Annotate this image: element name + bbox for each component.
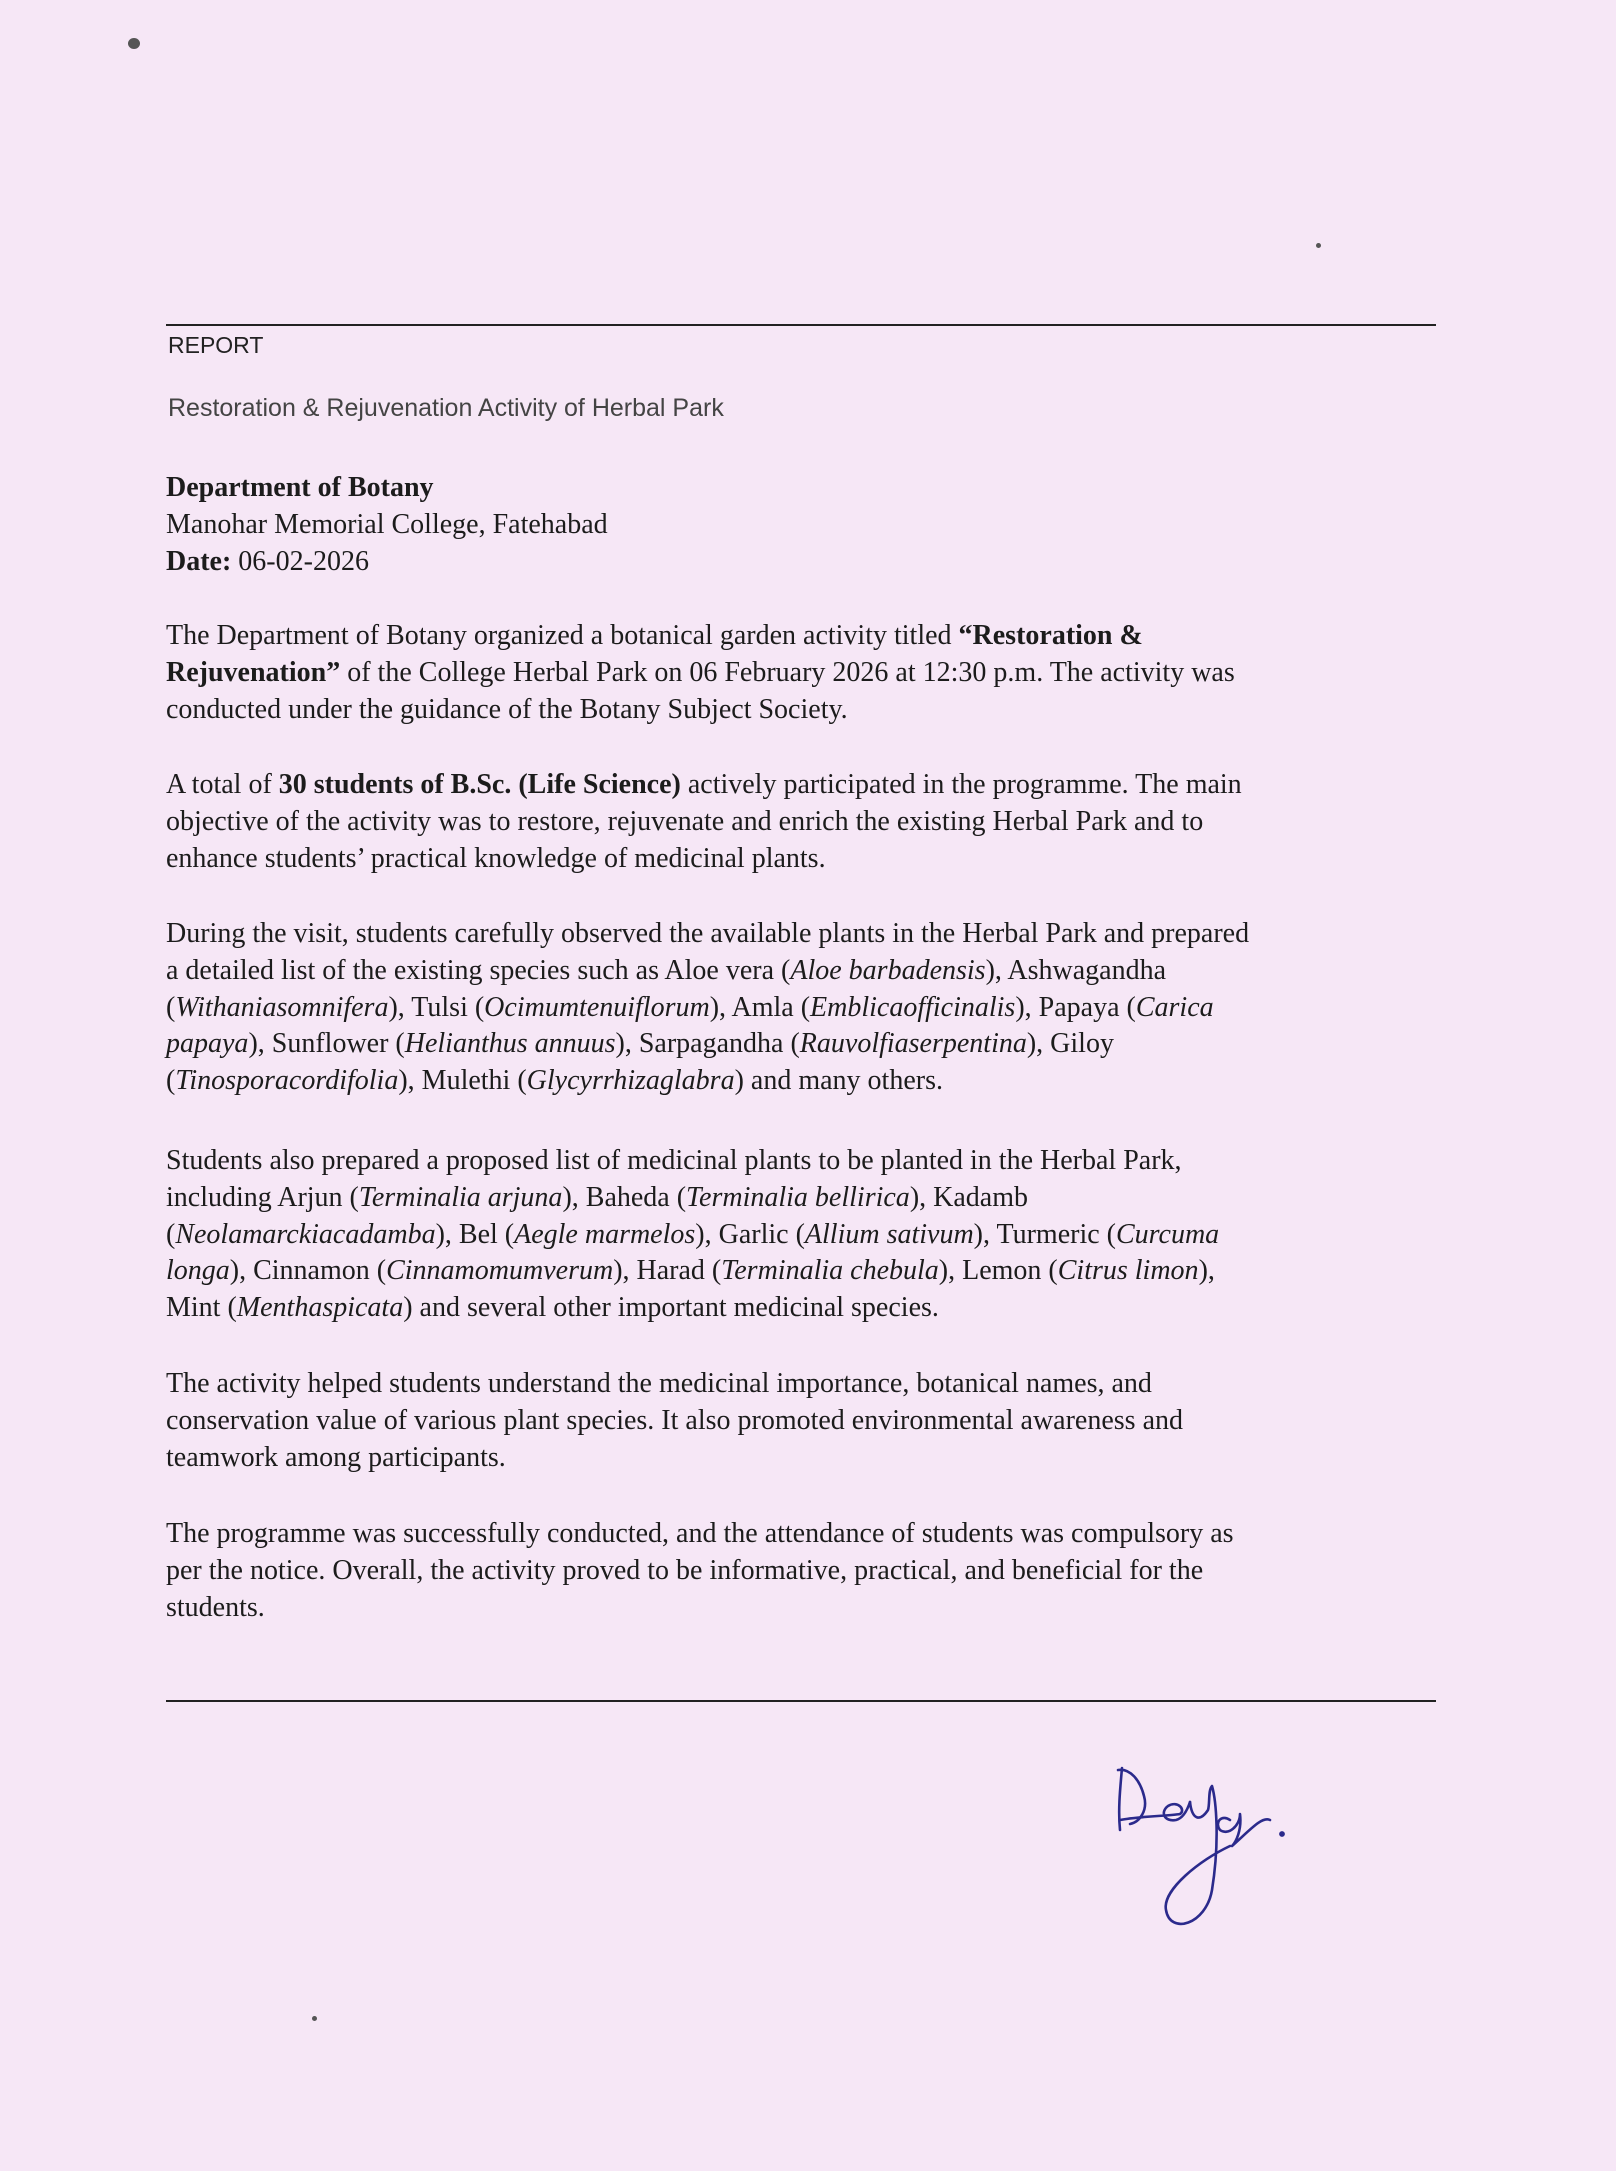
text-run: ), Kadamb: [909, 1181, 1028, 1213]
botanical-name: Neolamarckiacadamba: [175, 1218, 436, 1250]
text-run: The Department of Botany organized a botanical garden activity titled: [166, 620, 959, 651]
department-name: Department of Botany: [166, 472, 434, 503]
text-run: ) and many others.: [734, 1065, 943, 1097]
botanical-name: Terminalia chebula: [721, 1255, 939, 1287]
paragraph-5: [166, 1366, 1183, 1476]
text-line: [166, 1590, 1234, 1627]
text-run: ), Cinnamon (: [229, 1255, 387, 1287]
botanical-name: Menthaspicata: [236, 1292, 404, 1324]
text-run: actively participated in the programme. The main: [680, 769, 1242, 800]
text-line: [166, 1026, 1249, 1063]
text-run: ), Turmeric (: [973, 1218, 1116, 1250]
bottom-rule: [166, 1700, 1436, 1702]
botanical-name: Allium sativum: [804, 1218, 974, 1250]
paragraph-3: [166, 916, 1249, 1100]
text-run: A total of: [166, 769, 279, 800]
text-line: [166, 618, 1235, 655]
text-run: ), Amla (: [709, 991, 811, 1023]
text-line: [166, 841, 1242, 878]
text-line: [166, 1180, 1219, 1217]
botanical-name: papaya: [166, 1028, 249, 1060]
botanical-name: longa: [166, 1255, 230, 1287]
text-run: enhance students’ practical knowledge of medicinal plants.: [166, 842, 826, 874]
text-line: [166, 990, 1249, 1027]
text-run: ), Mulethi (: [398, 1065, 527, 1097]
text-run: ), Sarpagandha (: [615, 1028, 800, 1060]
text-run: (: [166, 1218, 176, 1250]
paper-speck: [1316, 243, 1321, 248]
paragraph-4: [166, 1143, 1219, 1327]
text-line: [166, 1516, 1234, 1553]
text-run: per the notice. Overall, the activity proved to be informative, practical, and beneficial for the: [166, 1554, 1204, 1586]
paragraph-2: [166, 767, 1242, 877]
botanical-name: Helianthus annuus: [404, 1028, 616, 1060]
text-line: [166, 1217, 1219, 1254]
text-run: ), Bel (: [435, 1218, 515, 1250]
paragraph-6: [166, 1516, 1234, 1626]
text-run: conservation value of various plant species. It also promoted environmental awareness and: [166, 1404, 1184, 1436]
text-line: [166, 692, 1235, 729]
botanical-name: Ocimumtenuiflorum: [484, 991, 710, 1023]
text-run: (: [166, 991, 176, 1023]
text-line: [166, 1553, 1234, 1590]
botanical-name: Tinosporacordifolia: [175, 1065, 399, 1097]
botanical-name: Withaniasomnifera: [175, 991, 389, 1023]
text-run: students.: [166, 1591, 265, 1623]
text-run: objective of the activity was to restore, rejuvenate and enrich the existing Herbal Park and to: [166, 805, 1204, 837]
botanical-name: Glycyrrhizaglabra: [526, 1065, 735, 1097]
date-label: Date:: [166, 545, 232, 577]
text-run: ) and several other important medicinal species.: [403, 1292, 939, 1324]
text-line: [166, 1403, 1183, 1440]
text-run: The programme was successfully conducted, and the attendance of students was compulsory as: [166, 1518, 1234, 1549]
text-line: [166, 1290, 1219, 1327]
paper-speck: [128, 38, 140, 49]
college-name: Manohar Memorial College, Fatehabad: [166, 508, 608, 540]
botanical-name: Emblicaofficinalis: [810, 991, 1016, 1023]
top-rule: [166, 324, 1436, 326]
text-line: [166, 804, 1242, 841]
botanical-name: Citrus limon: [1057, 1255, 1199, 1287]
date-value: 06-02-2026: [231, 545, 369, 577]
text-run: The activity helped students understand the medicinal importance, botanical names, and: [166, 1368, 1152, 1399]
text-line: [166, 1366, 1183, 1403]
text-run: ), Baheda (: [562, 1181, 687, 1213]
text-run: a detailed list of the existing species such as Aloe vera (: [166, 954, 791, 986]
botanical-name: Aegle marmelos: [514, 1218, 696, 1250]
paper-speck: [312, 2016, 317, 2021]
bold-text: 30 students of B.Sc. (Life Science): [278, 769, 681, 800]
text-run: teamwork among participants.: [166, 1441, 506, 1473]
text-line: [166, 655, 1235, 692]
botanical-name: Terminalia arjuna: [358, 1181, 563, 1213]
botanical-name: Cinnamomumverum: [386, 1255, 614, 1287]
report-title: Restoration & Rejuvenation Activity of Herbal Park: [168, 394, 724, 422]
botanical-name: Carica: [1135, 991, 1214, 1023]
botanical-name: Terminalia bellirica: [686, 1181, 910, 1213]
text-line: [166, 1253, 1219, 1290]
text-run: (: [166, 1065, 176, 1097]
org-block: [166, 470, 608, 580]
text-run: During the visit, students carefully observed the available plants in the Herbal Park and prepared: [166, 918, 1250, 949]
report-label: REPORT: [168, 332, 264, 358]
text-line: [166, 767, 1242, 804]
text-run: conducted under the guidance of the Botany Subject Society.: [166, 693, 848, 725]
text-run: Students also prepared a proposed list of medicinal plants to be planted in the Herbal Park,: [166, 1145, 1182, 1176]
text-run: including Arjun (: [166, 1181, 359, 1213]
text-line: [166, 953, 1249, 990]
botanical-name: Aloe barbadensis: [790, 954, 986, 986]
bold-text: “Restoration &: [958, 620, 1143, 651]
text-run: ), Harad (: [613, 1255, 722, 1287]
text-run: ), Giloy: [1026, 1028, 1114, 1060]
paragraph-1: [166, 618, 1235, 728]
text-run: Mint (: [166, 1292, 237, 1324]
text-run: ), Tulsi (: [388, 991, 485, 1023]
text-run: ),: [1198, 1255, 1215, 1287]
bold-text: Rejuvenation”: [166, 656, 341, 688]
text-run: ), Ashwagandha: [985, 954, 1166, 986]
botanical-name: Rauvolfiaserpentina: [799, 1028, 1027, 1060]
text-line: [166, 916, 1249, 953]
signature: [1100, 1750, 1350, 1950]
text-run: of the College Herbal Park on 06 February 2026 at 12:30 p.m. The activity was: [340, 656, 1235, 688]
text-line: [166, 1440, 1183, 1477]
text-run: ), Papaya (: [1015, 991, 1136, 1023]
text-run: ), Garlic (: [695, 1218, 805, 1250]
text-run: ), Sunflower (: [248, 1028, 405, 1060]
text-line: [166, 1143, 1219, 1180]
text-line: [166, 1063, 1249, 1100]
text-run: ), Lemon (: [938, 1255, 1058, 1287]
botanical-name: Curcuma: [1116, 1218, 1220, 1250]
